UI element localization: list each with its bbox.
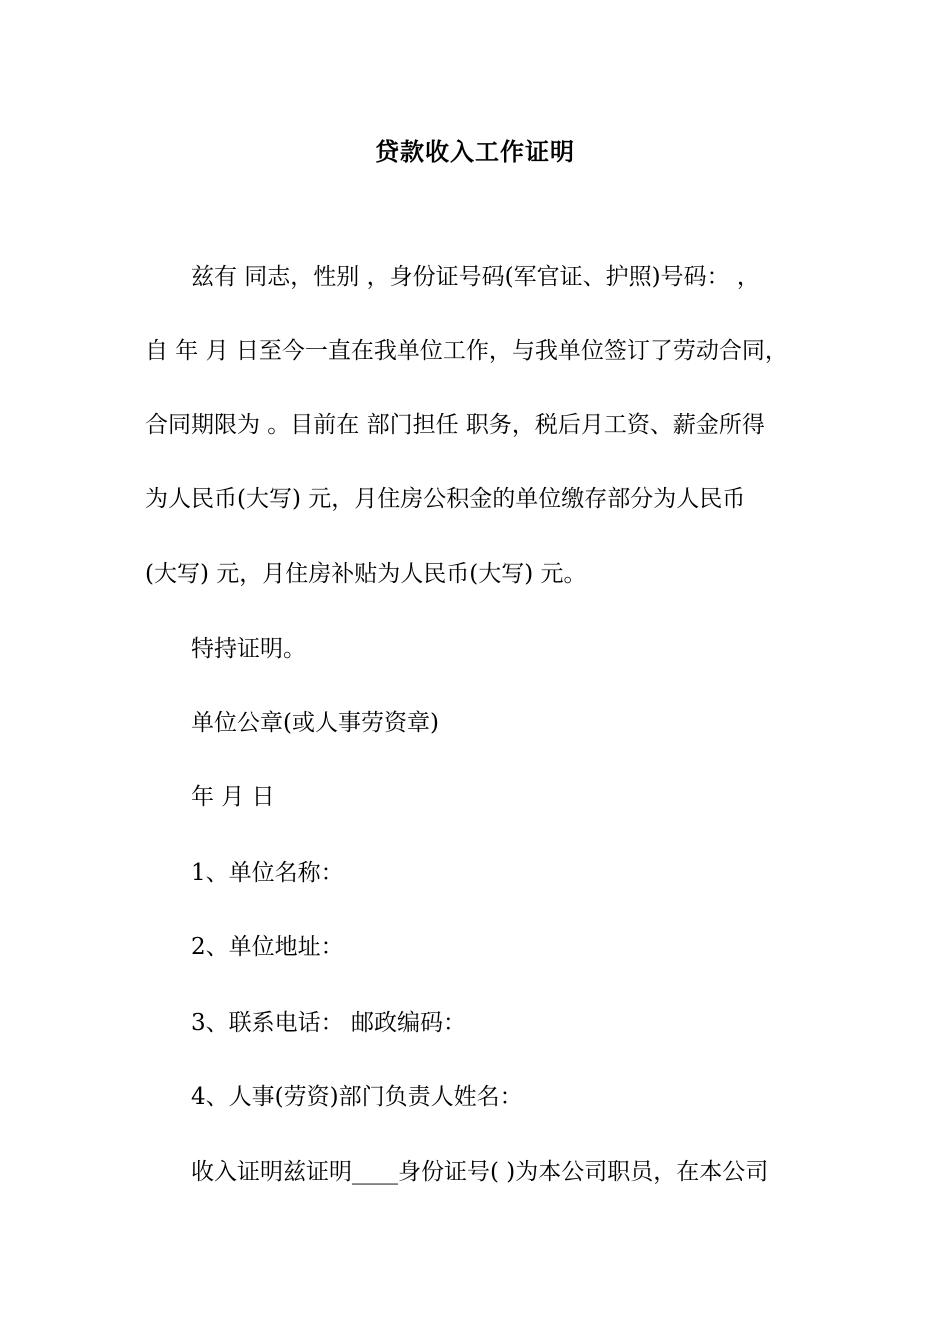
paragraph-line-4: 为人民币(大写) 元，月住房公积金的单位缴存部分为人民币 <box>145 486 746 512</box>
unit-name-line: 1、单位名称： <box>191 860 344 886</box>
certify-line: 特持证明。 <box>191 636 306 662</box>
document-title: 贷款收入工作证明 <box>375 137 575 166</box>
paragraph-line-2: 自 年 月 日至今一直在我单位工作，与我单位签订了劳动合同， <box>145 338 788 364</box>
hr-contact-line: 4、人事(劳资)部门负责人姓名： <box>191 1084 523 1110</box>
unit-address-line: 2、单位地址： <box>191 934 344 960</box>
seal-line: 单位公章(或人事劳资章) <box>191 710 439 736</box>
income-certificate-line: 收入证明兹证明____身份证号( )为本公司职员，在本公司 <box>191 1159 769 1185</box>
date-line: 年 月 日 <box>191 784 275 810</box>
paragraph-line-3: 合同期限为 。目前在 部门担任 职务，税后月工资、薪金所得 <box>145 412 765 438</box>
paragraph-line-1: 兹有 同志，性别 ，身份证号码(军官证、护照)号码： ， <box>191 264 760 290</box>
paragraph-line-5: (大写) 元，月住房补贴为人民币(大写) 元。 <box>145 561 587 587</box>
contact-phone-line: 3、联系电话： 邮政编码： <box>191 1010 466 1036</box>
